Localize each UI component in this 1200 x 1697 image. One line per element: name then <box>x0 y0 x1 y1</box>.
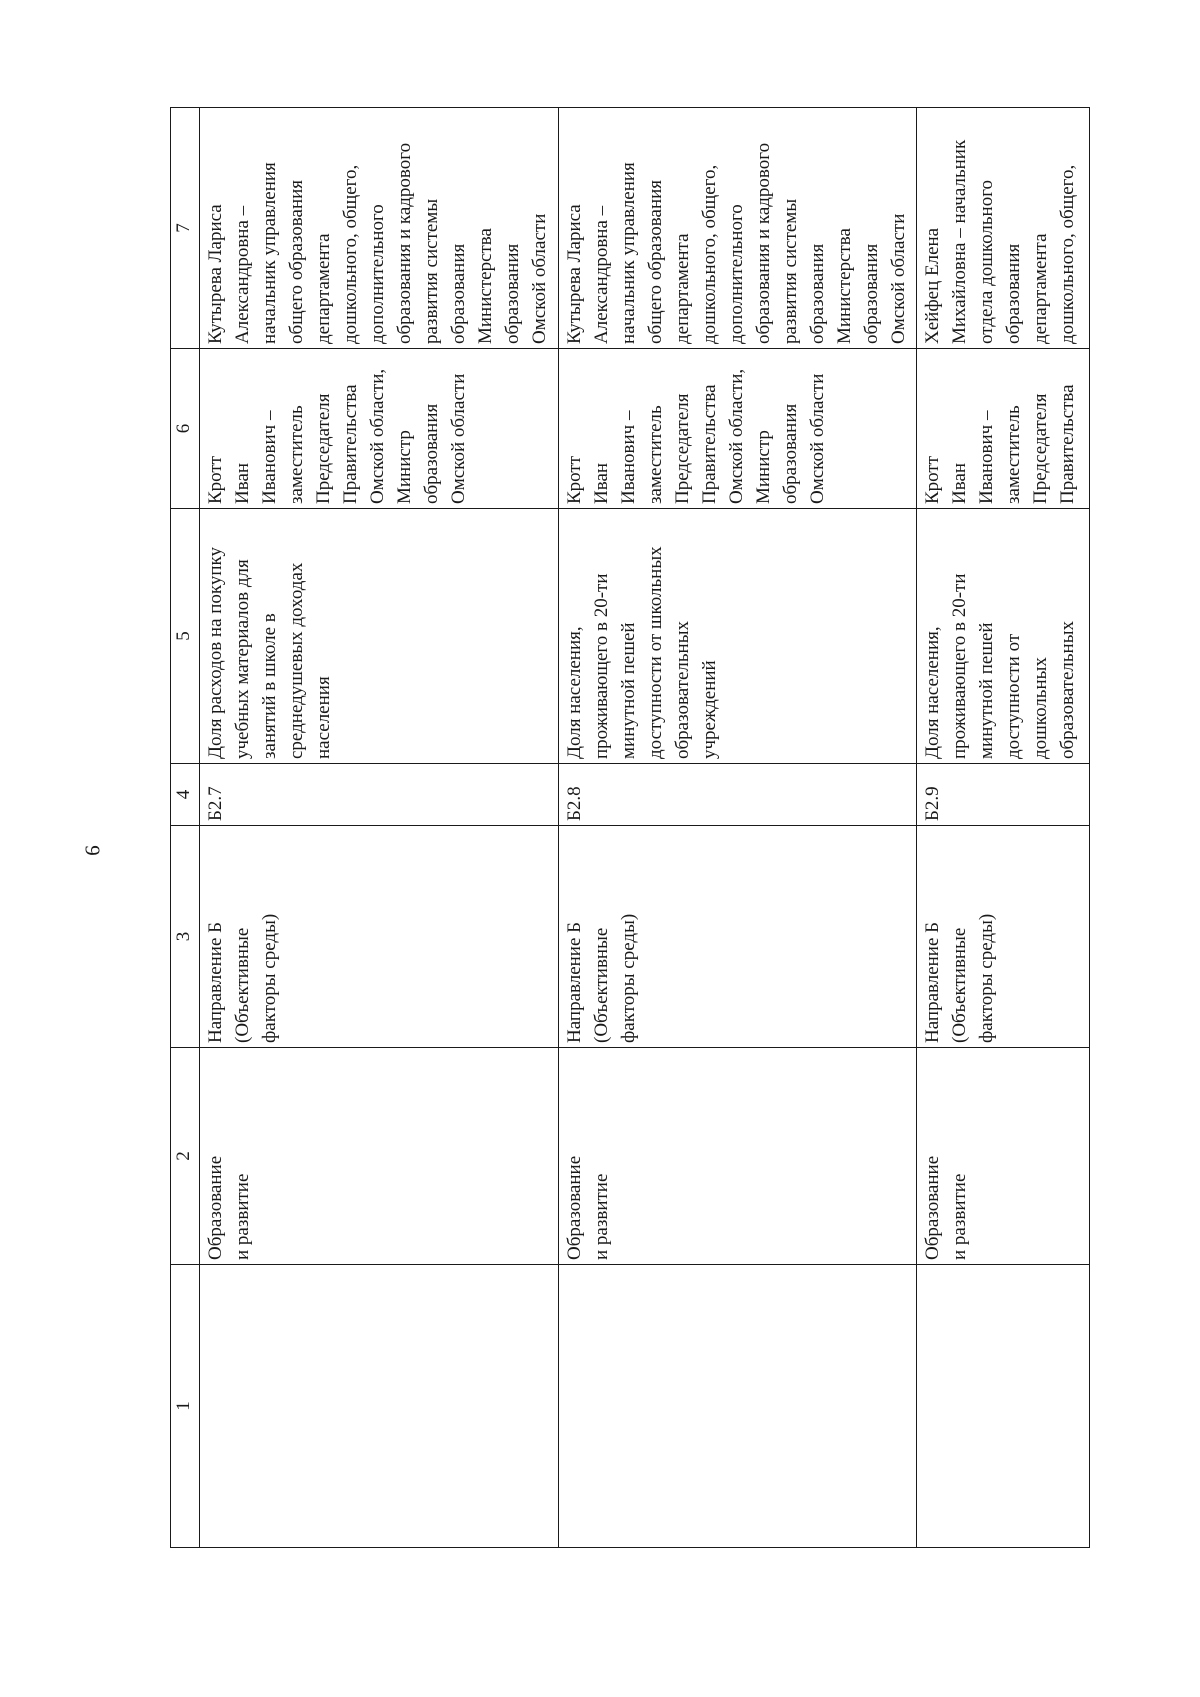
indicator-code-cell: Б2.9 <box>916 764 1089 826</box>
direction-cell: Направление Б (Объективные факторы среды) <box>558 826 916 1048</box>
header-cell-4: 4 <box>171 764 200 826</box>
page-number: 9 <box>80 845 105 856</box>
row-number-cell <box>558 1265 916 1548</box>
direction-cell: Направление Б (Объективные факторы среды) <box>916 826 1089 1048</box>
table-row <box>200 108 558 1548</box>
row-number-cell <box>916 1265 1089 1548</box>
executor-cell: Кутырева Лариса Александровна – начальник управления общего образования департамента дошкольного, общего, дополнительного образования и кадрового развития системы образования Министерства образования Омской области <box>200 108 558 349</box>
indicator-name-cell: Доля расходов на покупку учебных материалов для занятий в школе в среднедушевых доходах населения <box>200 509 558 764</box>
sphere-cell: Образование и развитие <box>200 1048 558 1265</box>
direction-cell: Направление Б (Объективные факторы среды) <box>200 826 558 1048</box>
header-cell-1: 1 <box>171 1265 200 1548</box>
responsible-official-cell: Кротт Иван Иванович – заместитель Председателя Правительства Омской области, Министр образования Омской области <box>200 349 558 509</box>
table-row <box>916 108 1089 1548</box>
table-rotation-frame <box>170 108 1090 1548</box>
responsible-official-cell: Кротт Иван Иванович – заместитель Председателя Правительства <box>916 349 1089 509</box>
header-cell-3: 3 <box>171 826 200 1048</box>
rotated-table-container <box>170 108 1090 1548</box>
responsible-official-cell: Кротт Иван Иванович – заместитель Председателя Правительства Омской области, Министр образования Омской области <box>558 349 916 509</box>
executor-cell: Кутырева Лариса Александровна – начальник управления общего образования департамента дошкольного, общего, дополнительного образования и кадрового развития системы образования Министерства образования Омской области <box>558 108 916 349</box>
indicator-code-cell: Б2.7 <box>200 764 558 826</box>
header-cell-5: 5 <box>171 509 200 764</box>
header-cell-7: 7 <box>171 108 200 349</box>
indicator-name-cell: Доля населения, проживающего в 20-ти минутной пешей доступности от школьных образовательных учреждений <box>558 509 916 764</box>
header-cell-2: 2 <box>171 1048 200 1265</box>
header-cell-6: 6 <box>171 349 200 509</box>
table-header-row <box>171 108 200 1548</box>
indicator-code-cell: Б2.8 <box>558 764 916 826</box>
sphere-cell: Образование и развитие <box>916 1048 1089 1265</box>
table-row <box>558 108 916 1548</box>
sphere-cell: Образование и развитие <box>558 1048 916 1265</box>
executor-cell: Хейфец Елена Михайловна – начальник отдела дошкольного образования департамента дошкольного, общего, <box>916 108 1089 349</box>
indicator-name-cell: Доля населения, проживающего в 20-ти минутной пешей доступности от дошкольных образовательных <box>916 509 1089 764</box>
indicators-table <box>170 107 1090 1548</box>
row-number-cell <box>200 1265 558 1548</box>
